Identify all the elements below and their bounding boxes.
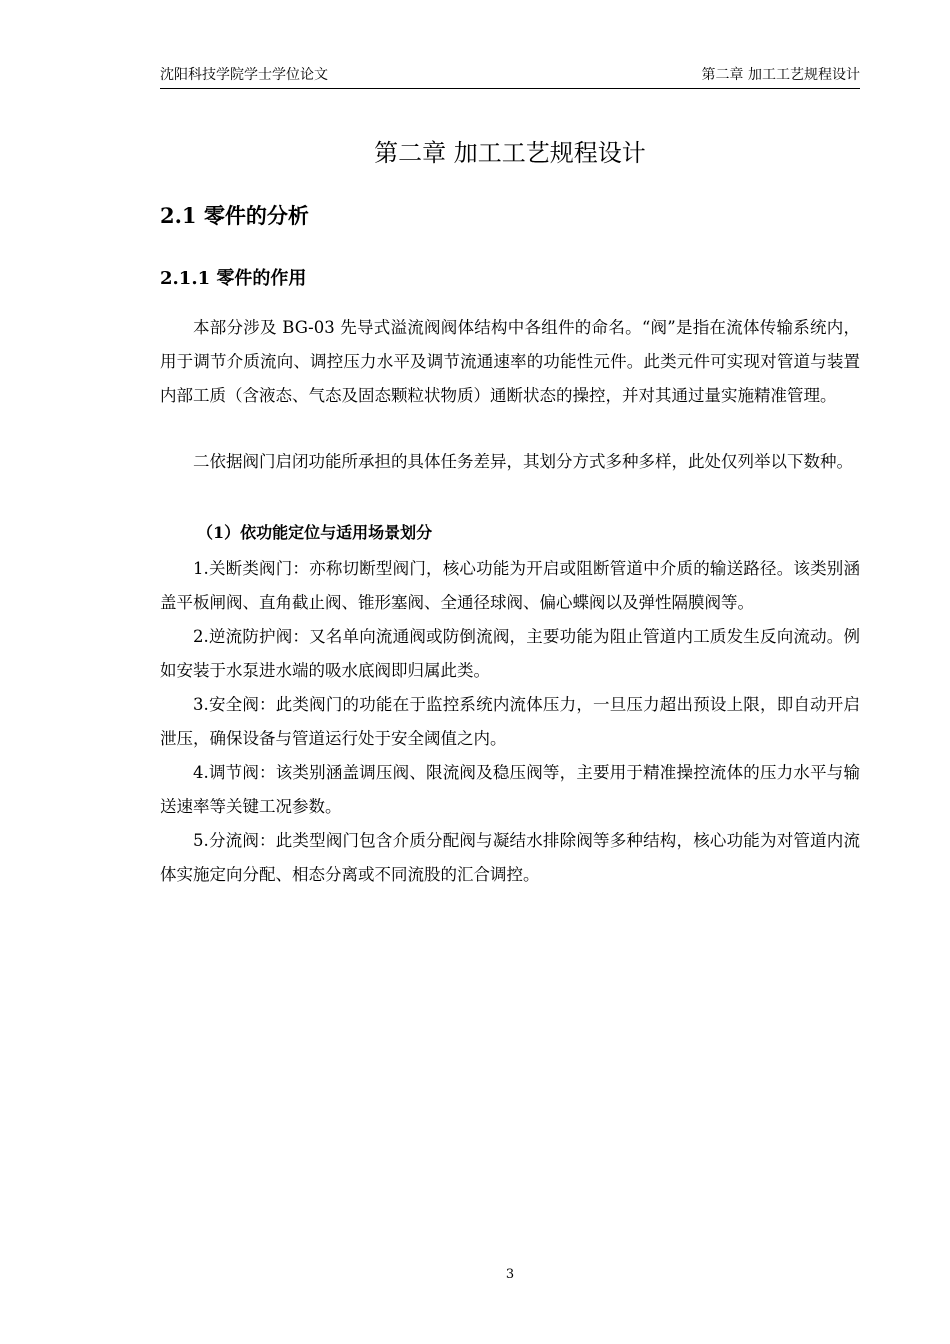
body-paragraph: 本部分涉及 BG-03 先导式溢流阀阀体结构中各组件的命名。“阀”是指在流体传输系统内，用于调节介质流向、调控压力水平及调节流通速率的功能性元件。此类元件可实现对管道与装置内部工质（含液态、气态及固态颗粒状物质）通断状态的操控，并对其通过量实施精准管理。 [160, 318, 860, 405]
body-paragraph: 二依据阀门启闭功能所承担的具体任务差异，其划分方式多种多样，此处仅列举以下数种。 [193, 452, 853, 471]
list-item: 3.安全阀：此类阀门的功能在于监控系统内流体压力，一旦压力超出预设上限，即自动开启泄压，确保设备与管道运行处于安全阈值之内。 [160, 695, 860, 748]
page-header [160, 64, 860, 89]
list-heading: （1）依功能定位与适用场景划分 [197, 523, 433, 542]
valve-type-list [160, 552, 860, 892]
list-item: 1.关断类阀门：亦称切断型阀门，核心功能为开启或阻断管道中介质的输送路径。该类别涵盖平板闸阀、直角截止阀、锥形塞阀、全通径球阀、偏心蝶阀以及弹性隔膜阀等。 [160, 559, 860, 612]
chapter-title: 第二章 加工工艺规程设计 [374, 139, 646, 167]
header-chapter-title: 第二章 加工工艺规程设计 [701, 67, 860, 83]
list-item: 5.分流阀：此类型阀门包含介质分配阀与凝结水排除阀等多种结构，核心功能为对管道内流体实施定向分配、相态分离或不同流股的汇合调控。 [160, 831, 860, 884]
page-number: 3 [505, 1267, 515, 1282]
subsection-heading: 2.1.1 零件的作用 [160, 268, 307, 289]
section-heading: 2.1 零件的分析 [160, 203, 309, 228]
list-item: 2.逆流防护阀：又名单向流通阀或防倒流阀，主要功能为阻止管道内工质发生反向流动。例如安装于水泵进水端的吸水底阀即归属此类。 [160, 627, 860, 680]
list-item: 4.调节阀：该类别涵盖调压阀、限流阀及稳压阀等，主要用于精准操控流体的压力水平与输送速率等关键工况参数。 [160, 763, 860, 816]
header-university-title: 沈阳科技学院学士学位论文 [160, 67, 328, 83]
